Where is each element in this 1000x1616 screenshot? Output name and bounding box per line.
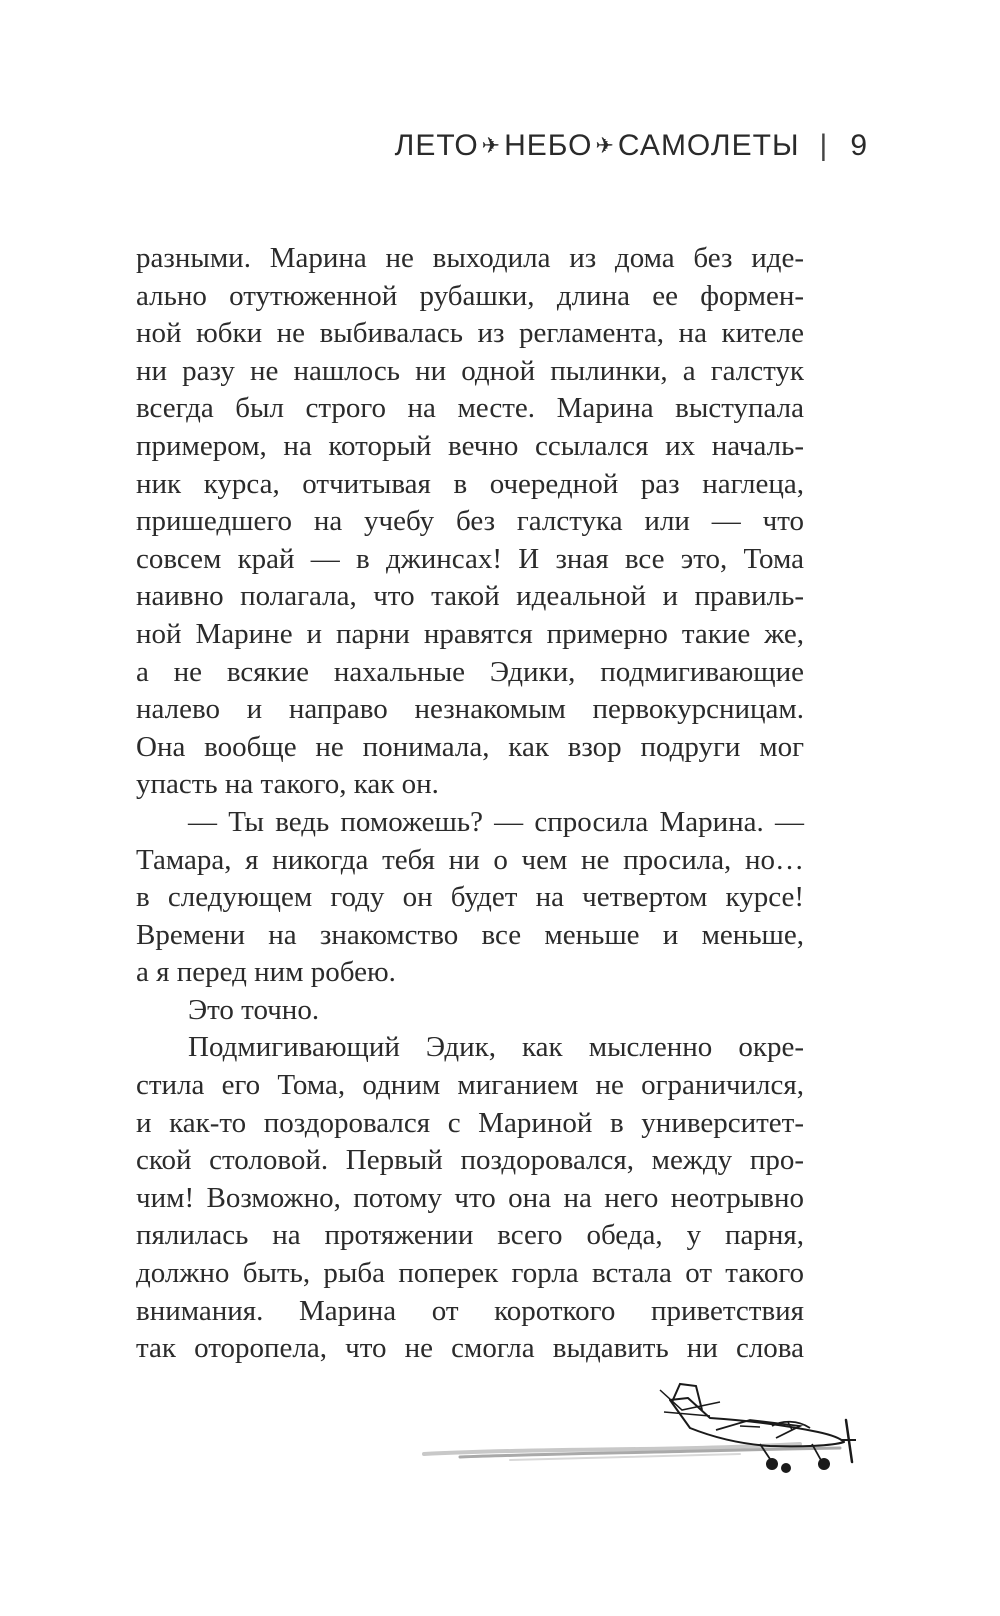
text-line: Это точно.: [188, 993, 320, 1026]
plane-separator-icon: ✈: [595, 133, 615, 158]
text-line: чим! Возможно, потому что она на него неотрывно: [136, 1181, 804, 1214]
text-line: ной юбки не выбивалась из регламента, на кителе: [136, 317, 804, 350]
text-line: ской столовой. Первый поздоровался, между про-: [136, 1144, 804, 1177]
text-line: ально отутюженной рубашки, длина ее формен-: [136, 279, 804, 312]
text-line: должно быть, рыба поперек горла встала от такого: [136, 1257, 804, 1290]
text-line: внимания. Марина от короткого приветствия: [136, 1294, 804, 1327]
text-line: упасть на такого, как он.: [136, 768, 439, 801]
header-word-planes: САМОЛЕТЫ: [617, 129, 800, 162]
text-line: Подмигивающий Эдик, как мысленно окре-: [188, 1031, 804, 1064]
text-line: ник курса, отчитывая в очередной раз наглеца,: [136, 467, 804, 500]
text-line: пялилась на протяжении всего обеда, у парня,: [136, 1219, 804, 1252]
text-line: примером, на который вечно ссылался их началь-: [136, 429, 804, 462]
airplane-illustration-icon: [420, 1380, 890, 1500]
plane-separator-icon: ✈: [481, 133, 502, 158]
text-line: так оторопела, что не смогла выдавить ни слова: [136, 1332, 804, 1365]
text-line: совсем край — в джинсах! И зная все это, Тома: [136, 542, 804, 575]
text-line: пришедшего на учебу без галстука или — что: [136, 505, 804, 538]
running-header: [0, 126, 868, 166]
text-line: всегда был строго на месте. Марина выступала: [136, 392, 804, 425]
text-line: Она вообще не понимала, как взор подруги мог: [136, 730, 804, 763]
text-line: стила его Тома, одним миганием не ограничился,: [136, 1069, 804, 1102]
page-number: 9: [850, 129, 868, 162]
text-line: Тамара, я никогда тебя ни о чем не просила, но…: [136, 843, 804, 876]
text-line: а не всякие нахальные Эдики, подмигивающие: [136, 655, 804, 688]
text-line: ной Марине и парни нравятся примерно такие же,: [136, 617, 804, 650]
text-line: а я перед ним робею.: [136, 956, 396, 989]
text-line: налево и направо незнакомым первокурсницам.: [136, 693, 804, 726]
header-word-summer: ЛЕТО: [394, 129, 479, 162]
body-text: [136, 240, 804, 1368]
text-line: Времени на знакомство все меньше и меньше,: [136, 918, 804, 951]
text-line: и как-то поздоровался с Мариной в университет-: [136, 1106, 804, 1139]
header-divider: |: [819, 129, 829, 162]
text-line: разными. Марина не выходила из дома без иде-: [136, 242, 804, 274]
text-line: ни разу не нашлось ни одной пылинки, а галстук: [136, 354, 804, 387]
text-line: в следующем году он будет на четвертом курсе!: [136, 881, 804, 914]
text-line: наивно полагала, что такой идеальной и правиль-: [136, 580, 804, 613]
text-line: — Ты ведь поможешь? — спросила Марина. —: [188, 805, 804, 838]
header-word-sky: НЕБО: [504, 129, 593, 162]
